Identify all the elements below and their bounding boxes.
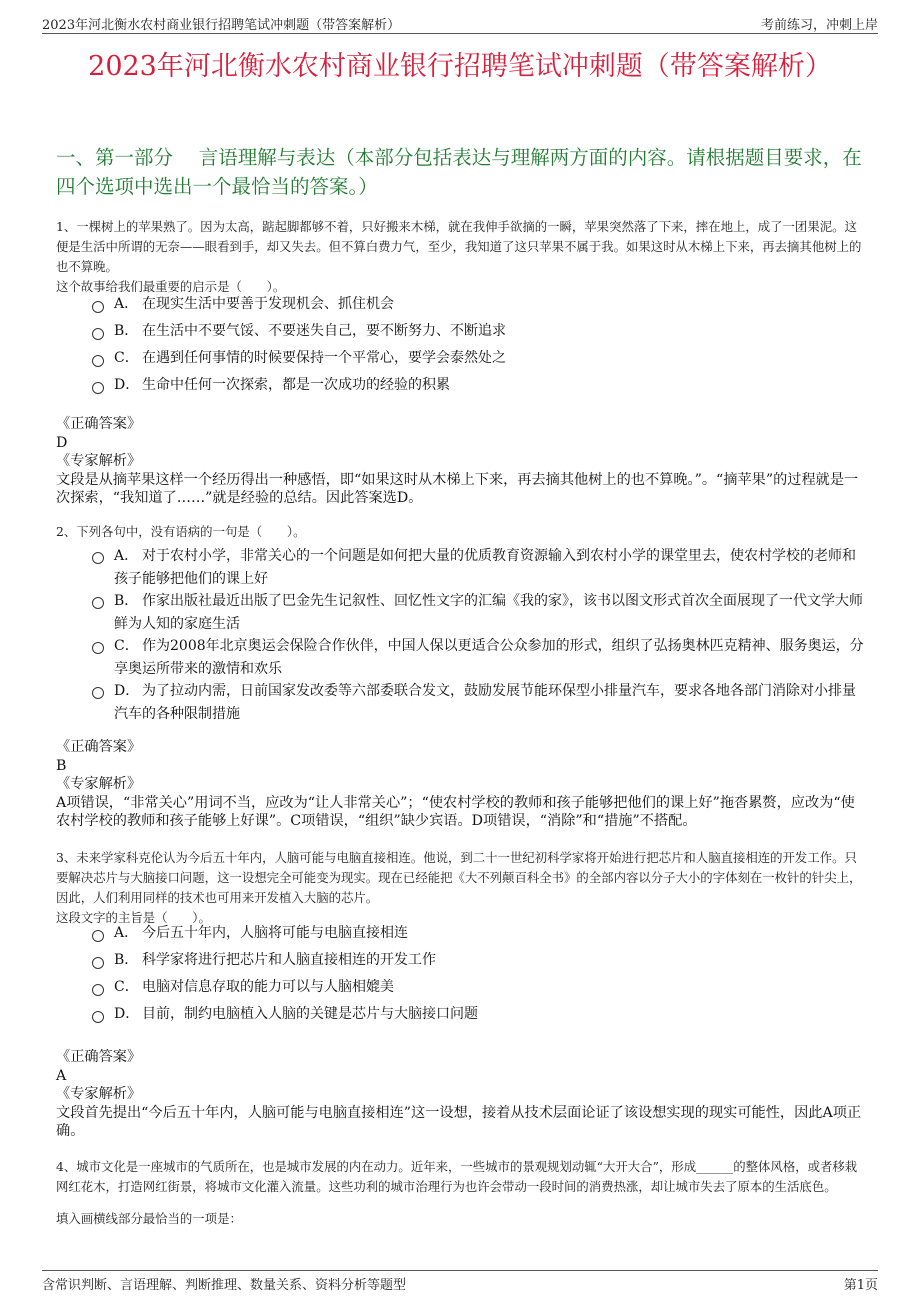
analysis-text: A项错误，“非常关心”用词不当，应改为“让人非常关心”；“使农村学校的教师和孩子能够把他们的课上好”拖沓累赘，应改为“使农村学校的教师和孩子能够上好课”。C项错误，“组织”缺少宾语。D项错误，“消除”和“措施”不搭配。 xyxy=(56,794,855,829)
option-letter: C． xyxy=(114,638,139,654)
option-text: 在现实生活中要善于发现机会、抓住机会 xyxy=(142,296,394,312)
question-1-answer-block xyxy=(56,415,868,508)
option-text: 在遇到任何事情的时候要保持一个平常心，要学会泰然处之 xyxy=(142,350,506,366)
option-text: 作为2008年北京奥运会保险合作伙伴，中国人保以更适合公众参加的形式，组织了弘扬奥林匹克精神、服务奥运，分享奥运所带来的激情和欢乐 xyxy=(114,638,864,677)
analysis-label: 《专家解析》 xyxy=(56,776,142,792)
option-text: 今后五十年内，人脑将可能与电脑直接相连 xyxy=(142,925,408,941)
option-text: 科学家将进行把芯片和人脑直接相连的开发工作 xyxy=(142,952,436,968)
analysis-text: 文段是从摘苹果这样一个经历得出一种感悟，即“如果这时从木梯上下来，再去摘其他树上的也不算晚。”。“摘苹果”的过程就是一次探索，“我知道了……”就是经验的总结。因此答案选D。 xyxy=(56,471,859,506)
option-text: 在生活中不要气馁、不要迷失自己，要不断努力、不断追求 xyxy=(142,323,506,339)
question-2-stem xyxy=(56,522,868,542)
option-letter: D． xyxy=(114,377,140,393)
question-3-stem xyxy=(56,848,868,928)
answer-label: 《正确答案》 xyxy=(56,739,142,755)
option-text: 电脑对信息存取的能力可以与人脑相媲美 xyxy=(142,979,394,995)
radio-icon[interactable] xyxy=(92,382,104,394)
question-2-answer-block xyxy=(56,738,868,831)
option-b[interactable] xyxy=(92,949,867,976)
footer-divider xyxy=(42,1270,878,1271)
option-a[interactable] xyxy=(92,922,867,949)
option-letter: B． xyxy=(114,323,139,339)
question-stem-text: 1、一棵树上的苹果熟了。因为太高，踮起脚都够不着，只好搬来木梯，就在我伸手欲摘的一瞬，苹果突然落了下来，摔在地上，成了一团果泥。这便是生活中所谓的无奈——眼看到手，却又失去。但不算白费力气，至少，我知道了这只苹果不属于我。如果这时从木梯上下来，再去摘其他树上的也不算晚。 xyxy=(56,219,862,274)
question-stem-text: 4、城市文化是一座城市的气质所在，也是城市发展的内在动力。近年来，一些城市的景观规划动辄“大开大合”，形成______的整体风格，或者移栽网红花木，打造网红街景，将城市文化灌入流量。这些功利的城市治理行为也许会带动一段时间的消费热涨，却让城市失去了原本的生活底色。 xyxy=(56,1159,858,1194)
analysis-text: 文段首先提出“今后五十年内，人脑可能与电脑直接相连”这一设想，接着从技术层面论证了该设想实现的现实可能性，因此A项正确。 xyxy=(56,1104,862,1139)
question-prompt-text: 这段文字的主旨是（ ）。 xyxy=(56,910,211,925)
radio-icon[interactable] xyxy=(92,984,104,996)
radio-icon[interactable] xyxy=(92,642,104,654)
page-title: 2023年河北衡水农村商业银行招聘笔试冲刺题（带答案解析） xyxy=(88,51,832,82)
option-b[interactable] xyxy=(92,590,867,635)
answer-label: 《正确答案》 xyxy=(56,416,142,432)
page-number: 第1页 xyxy=(843,1278,878,1293)
question-2-options xyxy=(92,545,867,725)
option-letter: D． xyxy=(114,683,140,699)
option-letter: A． xyxy=(114,296,139,312)
option-c[interactable] xyxy=(92,347,867,374)
option-text: 作家出版社最近出版了巴金先生记叙性、回忆性文字的汇编《我的家》，该书以图文形式首次全面展现了一代文学大师鲜为人知的家庭生活 xyxy=(114,593,863,632)
radio-icon[interactable] xyxy=(92,930,104,942)
option-d[interactable] xyxy=(92,1003,867,1030)
question-4-stem xyxy=(56,1157,868,1229)
option-text: 目前，制约电脑植入人脑的关键是芯片与大脑接口问题 xyxy=(142,1006,478,1022)
option-letter: D． xyxy=(114,1006,140,1022)
radio-icon[interactable] xyxy=(92,1011,104,1023)
option-letter: B． xyxy=(114,593,139,609)
radio-icon[interactable] xyxy=(92,328,104,340)
question-stem-text: 2、下列各句中，没有语病的一句是（ ）。 xyxy=(56,524,306,539)
question-1-stem xyxy=(56,217,868,297)
question-prompt-text: 填入画横线部分最恰当的一项是： xyxy=(56,1211,242,1226)
radio-icon[interactable] xyxy=(92,355,104,367)
option-letter: C． xyxy=(114,979,139,995)
option-d[interactable] xyxy=(92,374,867,401)
option-letter: C． xyxy=(114,350,139,366)
option-a[interactable] xyxy=(92,293,867,320)
radio-icon[interactable] xyxy=(92,957,104,969)
option-b[interactable] xyxy=(92,320,867,347)
section-heading: 一、第一部分 言语理解与表达（本部分包括表达与理解两方面的内容。请根据题目要求，在四个选项中选出一个最恰当的答案。） xyxy=(56,146,862,198)
header-doc-title: 2023年河北衡水农村商业银行招聘笔试冲刺题（带答案解析） xyxy=(42,18,401,33)
header-divider xyxy=(42,33,878,34)
option-c[interactable] xyxy=(92,976,867,1003)
answer-value: B xyxy=(56,757,67,774)
question-1-options xyxy=(92,293,867,401)
header-slogan: 考前练习，冲刺上岸 xyxy=(760,18,878,33)
answer-label: 《正确答案》 xyxy=(56,1049,142,1065)
radio-icon[interactable] xyxy=(92,552,104,564)
footer-description: 含常识判断、言语理解、判断推理、数量关系、资料分析等题型 xyxy=(42,1278,407,1293)
radio-icon[interactable] xyxy=(92,687,104,699)
option-text: 为了拉动内需，日前国家发改委等六部委联合发文，鼓励发展节能环保型小排量汽车，要求各地各部门消除对小排量汽车的各种限制措施 xyxy=(114,683,856,722)
page-footer xyxy=(0,1266,920,1302)
option-letter: B． xyxy=(114,952,139,968)
option-d[interactable] xyxy=(92,680,867,725)
answer-value: D xyxy=(56,434,68,451)
page-header xyxy=(0,0,920,36)
question-3-options xyxy=(92,922,867,1030)
option-text: 对于农村小学，非常关心的一个问题是如何把大量的优质教育资源输入到农村小学的课堂里去，使农村学校的老师和孩子能够把他们的课上好 xyxy=(114,548,856,587)
analysis-label: 《专家解析》 xyxy=(56,1086,142,1102)
radio-icon[interactable] xyxy=(92,301,104,313)
question-prompt-text: 这个故事给我们最重要的启示是（ ）。 xyxy=(56,279,286,294)
option-letter: A． xyxy=(114,548,139,564)
option-text: 生命中任何一次探索，都是一次成功的经验的积累 xyxy=(142,377,450,393)
question-3-answer-block xyxy=(56,1048,868,1141)
answer-value: A xyxy=(56,1067,67,1084)
analysis-label: 《专家解析》 xyxy=(56,453,142,469)
option-letter: A． xyxy=(114,925,139,941)
question-stem-text: 3、未来学家科克伦认为今后五十年内，人脑可能与电脑直接相连。他说，到二十一世纪初科学家将开始进行把芯片和人脑直接相连的开发工作。只要解决芯片与大脑接口问题，这一设想完全可能变为现实。现在已经能把《大不列颠百科全书》的全部内容以分子大小的字体刻在一枚针的针尖上，因此，人们利用同样的技术也可用来开发植入大脑的芯片。 xyxy=(56,850,862,905)
option-c[interactable] xyxy=(92,635,867,680)
option-a[interactable] xyxy=(92,545,867,590)
radio-icon[interactable] xyxy=(92,597,104,609)
